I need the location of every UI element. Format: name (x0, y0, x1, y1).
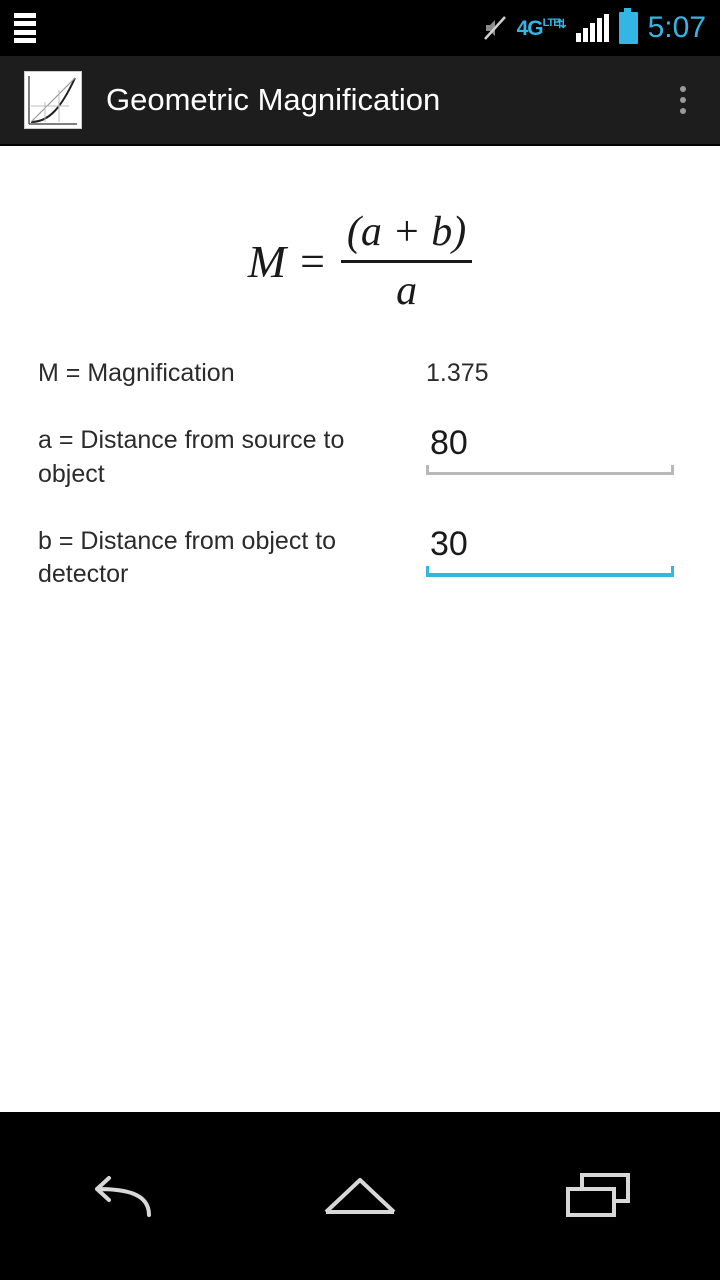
formula-lhs: M (247, 236, 287, 287)
calculator-rows (0, 357, 720, 591)
app-logo-icon[interactable] (24, 71, 82, 129)
input-distance-object-detector-value[interactable]: 30 (430, 524, 468, 563)
row-distance-object-detector (38, 525, 682, 592)
formula-fraction (341, 208, 472, 315)
overflow-menu-icon[interactable] (660, 70, 706, 130)
status-bar-right (483, 12, 706, 44)
sim-card-icon (14, 13, 36, 43)
value-magnification-wrap (390, 357, 682, 388)
page-title: Geometric Magnification (106, 82, 441, 117)
network-sup-label: LTE (542, 16, 560, 29)
value-distance-source-object-wrap (390, 424, 682, 475)
label-magnification: M = Magnification (38, 359, 235, 387)
input-distance-source-object-value[interactable]: 80 (430, 424, 468, 463)
status-bar-clock: 5:07 (647, 11, 706, 44)
recents-icon[interactable] (525, 1151, 675, 1241)
input-distance-source-object[interactable] (426, 424, 674, 475)
data-arrows-icon: ⇅ (556, 16, 566, 31)
action-bar (0, 56, 720, 146)
mute-icon (483, 15, 507, 41)
formula-numerator: (a + b) (346, 209, 467, 255)
formula-display (0, 208, 720, 315)
network-label: 4G (516, 16, 543, 40)
label-distance-source-object: a = Distance from source to object (38, 426, 345, 488)
value-magnification: 1.375 (426, 359, 489, 387)
home-icon[interactable] (285, 1151, 435, 1241)
navigation-bar (0, 1112, 720, 1280)
signal-bars-icon (576, 14, 609, 42)
status-bar-left (14, 13, 36, 43)
main-content (0, 146, 720, 1112)
formula-denominator: a (396, 268, 418, 314)
battery-icon (619, 12, 638, 44)
input-underline (426, 472, 674, 475)
input-distance-object-detector[interactable] (426, 525, 674, 577)
row-magnification (38, 357, 682, 390)
formula-equals: = (300, 237, 325, 286)
status-bar (0, 0, 720, 56)
label-distance-object-detector: b = Distance from object to detector (38, 526, 337, 588)
value-distance-object-detector-wrap (390, 525, 682, 577)
back-icon[interactable] (45, 1151, 195, 1241)
input-underline-focused (426, 573, 674, 577)
network-type-icon (517, 18, 566, 39)
row-distance-source-object (38, 424, 682, 491)
